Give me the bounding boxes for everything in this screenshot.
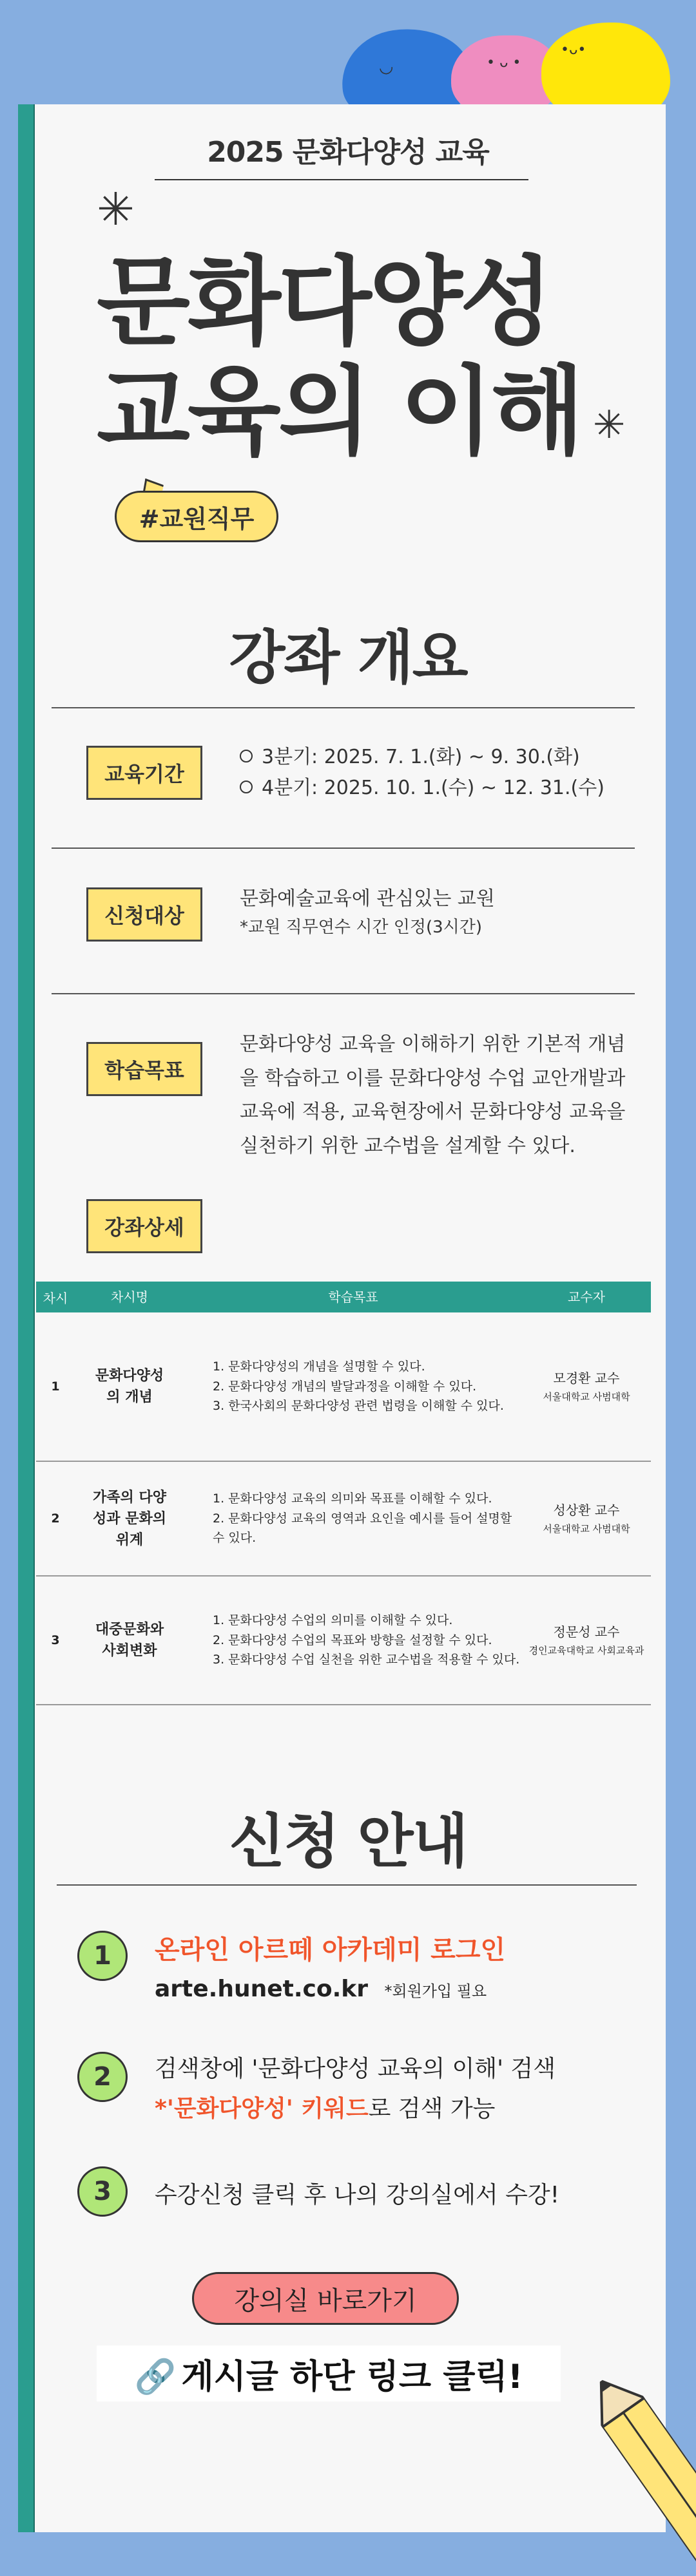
course-subtitle: 2025 문화다양성 교육 (207, 136, 489, 169)
period-label: 교육기간 (86, 746, 202, 800)
header-prof: 교수자 (568, 1289, 605, 1305)
paper-spine (34, 104, 35, 2532)
prof-affiliation: 경인교육대학교 사회교육과 (528, 1645, 644, 1657)
prof-name: 성상환 교수 (553, 1502, 620, 1519)
table-row (36, 1312, 651, 1462)
row-name: 대중문화와 사회변화 (95, 1622, 164, 1659)
step-2-text: 검색창에 '문화다양성 교육의 이해' 검색 (155, 2056, 556, 2082)
step-3-text: 수강신청 클릭 후 나의 강의실에서 수강! (155, 2182, 560, 2208)
site-url: arte.hunet.co.kr (155, 1976, 368, 2002)
target-label: 신청대상 (86, 887, 202, 942)
circle-bullet-icon (240, 781, 253, 793)
step-1-url-line (155, 1976, 487, 2002)
table-row (36, 1462, 651, 1577)
keyword-highlight: *'문화다양성' 키워드 (155, 2096, 369, 2122)
step-1-badge: 1 (77, 1931, 128, 1981)
goal-item: 1. 문화다양성 수업의 의미를 이해할 수 있다. (213, 1613, 453, 1628)
table-row (36, 1577, 651, 1705)
row-no: 2 (51, 1511, 60, 1526)
overview-divider (52, 707, 635, 708)
period-item: 4분기: 2025. 10. 1.(수) ~ 12. 31.(수) (240, 773, 604, 804)
goal-text: 문화다양성 교육을 이해하기 위한 기본적 개념을 학습하고 이를 문화다양성 수업 교안개발과 교육에 적용, 교육현장에서 문화다양성 교육을 실천하기 위한 교수법을 설계할 수 있다. (240, 1033, 626, 1157)
goal-item: 3. 한국사회의 문화다양성 관련 법령을 이해할 수 있다. (213, 1399, 504, 1414)
prof-name: 모경환 교수 (553, 1370, 620, 1387)
step-2-badge: 2 (77, 2052, 128, 2102)
link-note (97, 2345, 561, 2401)
header-goal: 학습목표 (328, 1289, 378, 1305)
prof-affiliation: 서울대학교 사범대학 (543, 1523, 630, 1535)
sparkle-icon: ✳ (97, 183, 135, 236)
header-no: 차시 (43, 1290, 68, 1306)
period-info (240, 742, 604, 804)
period-item: 3분기: 2025. 7. 1.(화) ~ 9. 30.(화) (240, 742, 604, 773)
step-2-sub (155, 2090, 495, 2123)
sparkle-icon: ✳ (593, 402, 626, 448)
goal-label: 학습목표 (86, 1042, 202, 1096)
row-goals (184, 1357, 522, 1416)
main-title-line1: 문화다양성 (97, 247, 551, 359)
goal-item: 2. 문화다양성 수업의 목표와 방향을 설정할 수 있다. (213, 1633, 492, 1647)
row-prof (522, 1499, 651, 1538)
table-header (36, 1282, 651, 1312)
blob-face-icon: •ᴗ• (561, 42, 586, 58)
goal-item: 3. 문화다양성 수업 실천을 위한 교수법을 적용할 수 있다. (213, 1653, 520, 1667)
prof-name: 정문성 교수 (553, 1624, 620, 1640)
row-name: 가족의 다양성과 문화의 위계 (93, 1489, 166, 1548)
course-detail-table (36, 1282, 651, 1705)
keyword-rest: 로 검색 가능 (368, 2096, 496, 2122)
circle-bullet-icon (240, 750, 253, 762)
period-divider (52, 848, 635, 849)
goal-item: 1. 문화다양성의 개념을 설명할 수 있다. (213, 1359, 425, 1374)
link-note-text: 게시글 하단 링크 클릭! (181, 2358, 523, 2396)
step-3-badge: 3 (77, 2166, 128, 2217)
classroom-link-button[interactable]: 강의실 바로가기 (192, 2272, 459, 2325)
main-title-line2: 교육의 이해 (97, 356, 582, 468)
header-name: 차시명 (111, 1289, 148, 1305)
goal-item: 2. 문화다양성 개념의 발달과정을 이해할 수 있다. (213, 1379, 477, 1394)
row-no: 3 (51, 1633, 60, 1647)
detail-label: 강좌상세 (86, 1199, 202, 1253)
row-goals (184, 1489, 522, 1548)
row-prof (522, 1367, 651, 1406)
row-prof (522, 1621, 651, 1660)
step-1-text: 온라인 아르떼 아카데미 로그인 (155, 1935, 506, 1965)
signup-note: *회원가입 필요 (384, 1982, 487, 2000)
blob-face-icon: ◡ (377, 56, 395, 78)
row-goals (184, 1611, 522, 1669)
link-icon: 🔗 (134, 2358, 177, 2396)
row-name: 문화다양성의 개념 (95, 1368, 164, 1405)
apply-heading: 신청 안내 (229, 1808, 467, 1875)
row-no: 1 (51, 1379, 60, 1394)
blob-face-icon: • ᴗ • (487, 55, 521, 71)
target-divider (52, 993, 635, 994)
target-text: 문화예술교육에 관심있는 교원 (240, 887, 495, 910)
apply-divider (57, 1884, 637, 1886)
prof-affiliation: 서울대학교 사범대학 (543, 1391, 630, 1403)
goal-item: 2. 문화다양성 교육의 영역과 요인을 예시를 들어 설명할 수 있다. (213, 1511, 512, 1546)
category-tag: #교원직무 (115, 491, 278, 542)
goal-item: 1. 문화다양성 교육의 의미와 목표를 이해할 수 있다. (213, 1492, 492, 1506)
subtitle-divider (155, 179, 528, 180)
overview-heading: 강좌 개요 (229, 624, 467, 692)
target-info (240, 884, 495, 942)
target-note: *교원 직무연수 시간 인정(3시간) (240, 918, 483, 937)
